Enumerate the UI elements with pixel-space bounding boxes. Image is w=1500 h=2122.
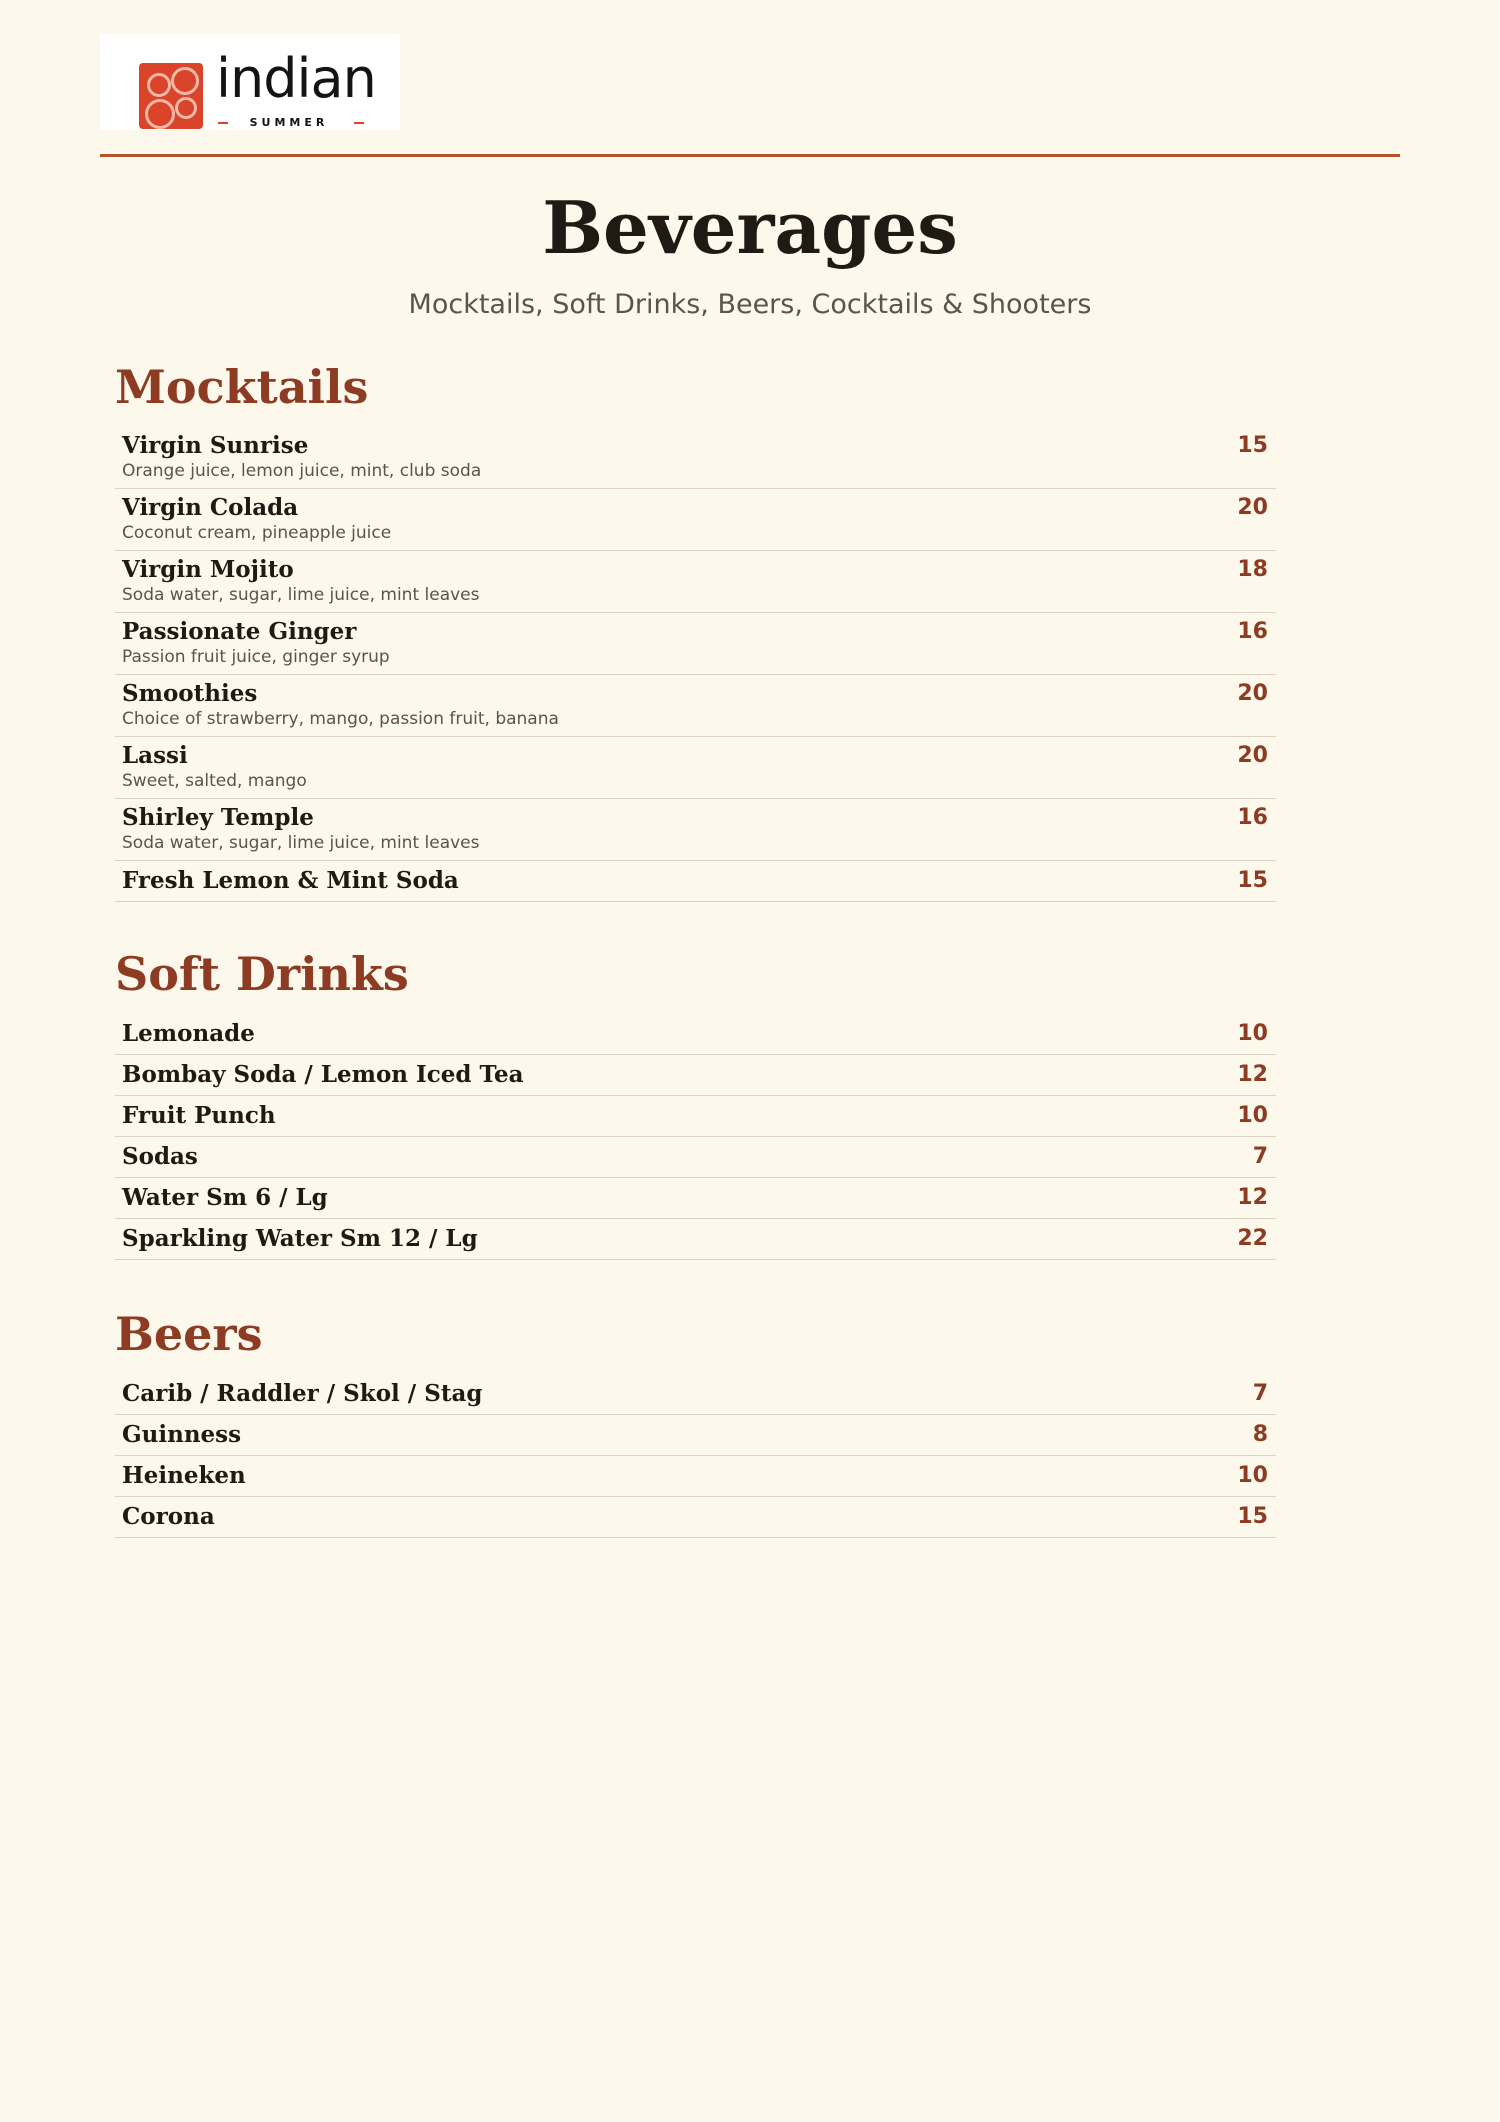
item-price: 15: [1237, 868, 1268, 893]
item-description: Soda water, sugar, lime juice, mint leaves: [122, 585, 480, 605]
item-price: 7: [1252, 1144, 1268, 1169]
item-price: 12: [1237, 1185, 1268, 1210]
item-name: Virgin Mojito: [122, 556, 294, 583]
item-name: Sodas: [122, 1143, 198, 1170]
menu-item: [115, 613, 1276, 675]
menu-item: [115, 1456, 1276, 1497]
page-subtitle: Mocktails, Soft Drinks, Beers, Cocktails & Shooters: [408, 289, 1092, 320]
item-price: 22: [1237, 1226, 1268, 1251]
section-beers: [115, 1306, 1276, 1538]
menu-item: [115, 1374, 1276, 1415]
item-name: Virgin Colada: [122, 494, 299, 521]
brand-name: indian: [216, 47, 376, 110]
header-divider: [100, 154, 1400, 157]
menu-item: [115, 1415, 1276, 1456]
item-description: Orange juice, lemon juice, mint, club soda: [122, 461, 482, 481]
item-price: 10: [1237, 1463, 1268, 1488]
brand-logo: [100, 34, 400, 130]
item-price: 15: [1237, 433, 1268, 458]
item-name: Lassi: [122, 742, 188, 769]
item-list: [115, 1374, 1276, 1538]
item-price: 20: [1237, 681, 1268, 706]
section-title: Mocktails: [115, 360, 369, 414]
item-name: Bombay Soda / Lemon Iced Tea: [122, 1061, 524, 1088]
menu-item: [115, 799, 1276, 861]
menu-item: [115, 1178, 1276, 1219]
page-header: [100, 34, 1400, 130]
item-name: Smoothies: [122, 680, 258, 707]
item-name: Corona: [122, 1503, 215, 1530]
item-price: 18: [1237, 557, 1268, 582]
page-title: Beverages: [542, 185, 958, 270]
item-description: Soda water, sugar, lime juice, mint leaves: [122, 833, 480, 853]
brand-tagline: SUMMER: [224, 116, 354, 129]
menu-item: [115, 1096, 1276, 1137]
item-name: Virgin Sunrise: [122, 432, 309, 459]
item-name: Fruit Punch: [122, 1102, 276, 1129]
menu-item: [115, 551, 1276, 613]
item-price: 10: [1237, 1021, 1268, 1046]
section-mocktails: [115, 359, 1276, 902]
menu-item: [115, 1055, 1276, 1096]
menu-item: [115, 737, 1276, 799]
item-name: Sparkling Water Sm 12 / Lg: [122, 1225, 478, 1252]
item-name: Passionate Ginger: [122, 618, 357, 645]
item-name: Shirley Temple: [122, 804, 314, 831]
section-soft-drinks: [115, 946, 1276, 1260]
menu-item: [115, 1219, 1276, 1260]
menu-item: [115, 675, 1276, 737]
item-name: Heineken: [122, 1462, 246, 1489]
item-price: 7: [1252, 1381, 1268, 1406]
item-name: Water Sm 6 / Lg: [122, 1184, 328, 1211]
item-price: 20: [1237, 743, 1268, 768]
item-description: Passion fruit juice, ginger syrup: [122, 647, 390, 667]
item-description: Sweet, salted, mango: [122, 771, 307, 791]
logo-emblem-icon: [139, 63, 203, 129]
item-name: Lemonade: [122, 1020, 255, 1047]
item-price: 20: [1237, 495, 1268, 520]
item-name: Guinness: [122, 1421, 242, 1448]
item-name: Carib / Raddler / Skol / Stag: [122, 1380, 483, 1407]
menu-item: [115, 1014, 1276, 1055]
menu-item: [115, 427, 1276, 489]
item-price: 10: [1237, 1103, 1268, 1128]
item-description: Choice of strawberry, mango, passion fruit, banana: [122, 709, 559, 729]
item-list: [115, 427, 1276, 902]
item-price: 16: [1237, 805, 1268, 830]
item-price: 15: [1237, 1504, 1268, 1529]
item-list: [115, 1014, 1276, 1260]
menu-item: [115, 1137, 1276, 1178]
menu-item: [115, 489, 1276, 551]
section-title: Beers: [115, 1307, 263, 1361]
section-title: Soft Drinks: [115, 947, 409, 1001]
item-name: Fresh Lemon & Mint Soda: [122, 867, 459, 894]
item-price: 12: [1237, 1062, 1268, 1087]
menu-item: [115, 1497, 1276, 1538]
menu-item: [115, 861, 1276, 902]
item-price: 16: [1237, 619, 1268, 644]
item-description: Coconut cream, pineapple juice: [122, 523, 392, 543]
item-price: 8: [1252, 1422, 1268, 1447]
